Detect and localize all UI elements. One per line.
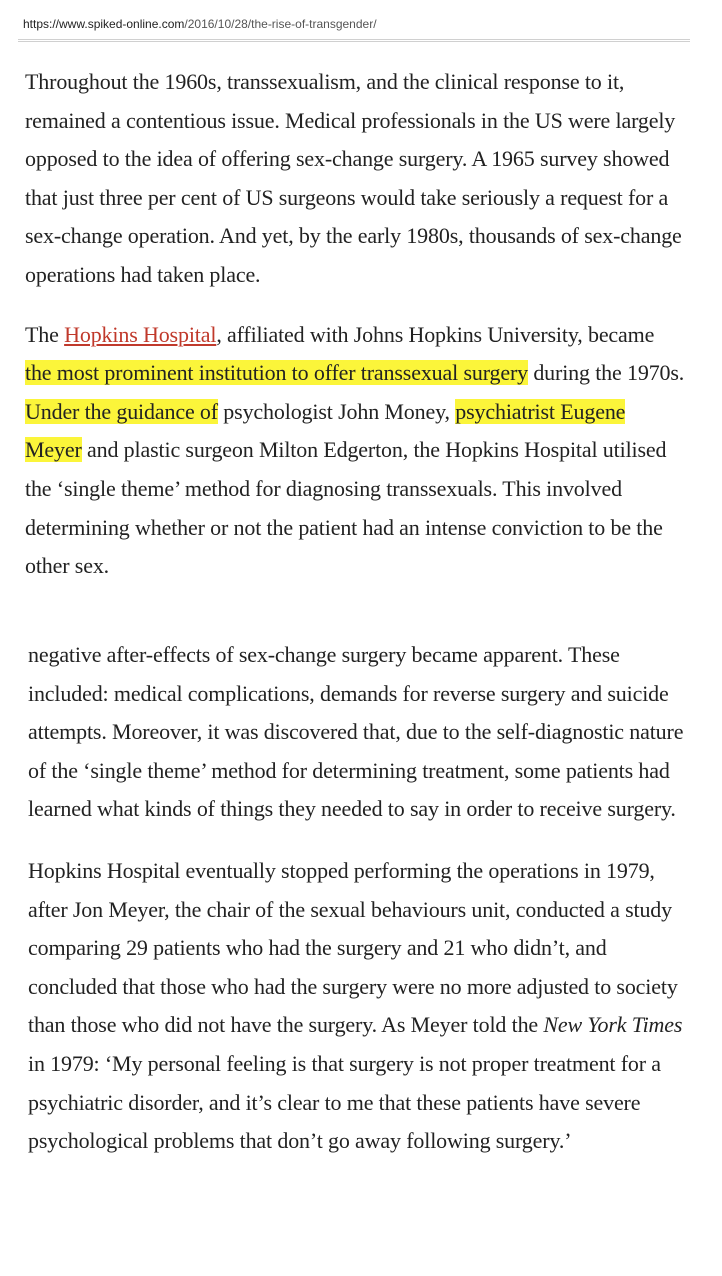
article-section-bottom xyxy=(28,636,692,1161)
url-host: https://www.spiked-online.com xyxy=(23,17,185,31)
highlight-2: Under the guidance of xyxy=(25,398,218,424)
highlight-1: the most prominent institution to offer transsexual surgery xyxy=(25,360,528,386)
p4-text-1: Hopkins Hospital eventually stopped performing the operations in 1979, after Jon Meyer, the chair of the sexual behaviours unit, conducted a study comparing 29 patients who had the surgery and 21 who didn’t, and concluded that those who had the surgery were no more adjusted to society than those who did not have the surgery. As Meyer told the xyxy=(28,857,678,1038)
p2-text-2: , affiliated with Johns Hopkins University, became xyxy=(216,321,655,347)
url-bar[interactable] xyxy=(18,12,690,42)
paragraph-1: Throughout the 1960s, transsexualism, and the clinical response to it, remained a contentious issue. Medical professionals in the US were largely opposed to the idea of offering sex-change surgery. A 1965 survey showed that just three per cent of US surgeons would take seriously a request for a sex-change operation. And yet, by the early 1980s, thousands of sex-change operations had taken place. xyxy=(25,69,682,287)
newspaper-title: New York Times xyxy=(543,1012,683,1038)
hopkins-hospital-link[interactable]: Hopkins Hospital xyxy=(64,321,217,347)
highlight-3: psychiatrist Eugene Meyer xyxy=(25,398,626,463)
p2-text-3: during the 1970s. xyxy=(527,360,685,386)
paragraph-3: negative after-effects of sex-change surgery became apparent. These included: medical complications, demands for reverse surgery and suicide attempts. Moreover, it was discovered that, due to the self-diagnostic nature of the ‘single theme’ method for determining treatment, some patients had learned what kinds of things they needed to say in order to receive surgery. xyxy=(28,642,684,822)
p4-text-2: in 1979: ‘My personal feeling is that surgery is not proper treatment for a psychiatric disorder, and it’s clear to me that these patients have severe psychological problems that don’t go away following surgery.’ xyxy=(28,1050,661,1154)
paragraph-4 xyxy=(28,852,692,1161)
article-section-top xyxy=(25,63,685,586)
p2-text-5: and plastic surgeon Milton Edgerton, the Hopkins Hospital utilised the ‘single theme’ method for diagnosing transsexuals. This involved determining whether or not the patient had an intense conviction to be the other sex. xyxy=(25,437,667,579)
url-path: /2016/10/28/the-rise-of-transgender/ xyxy=(184,17,377,31)
p2-text-4: psychologist John Money, xyxy=(217,398,456,424)
paragraph-2 xyxy=(25,316,685,586)
p2-text-1: The xyxy=(25,321,65,347)
